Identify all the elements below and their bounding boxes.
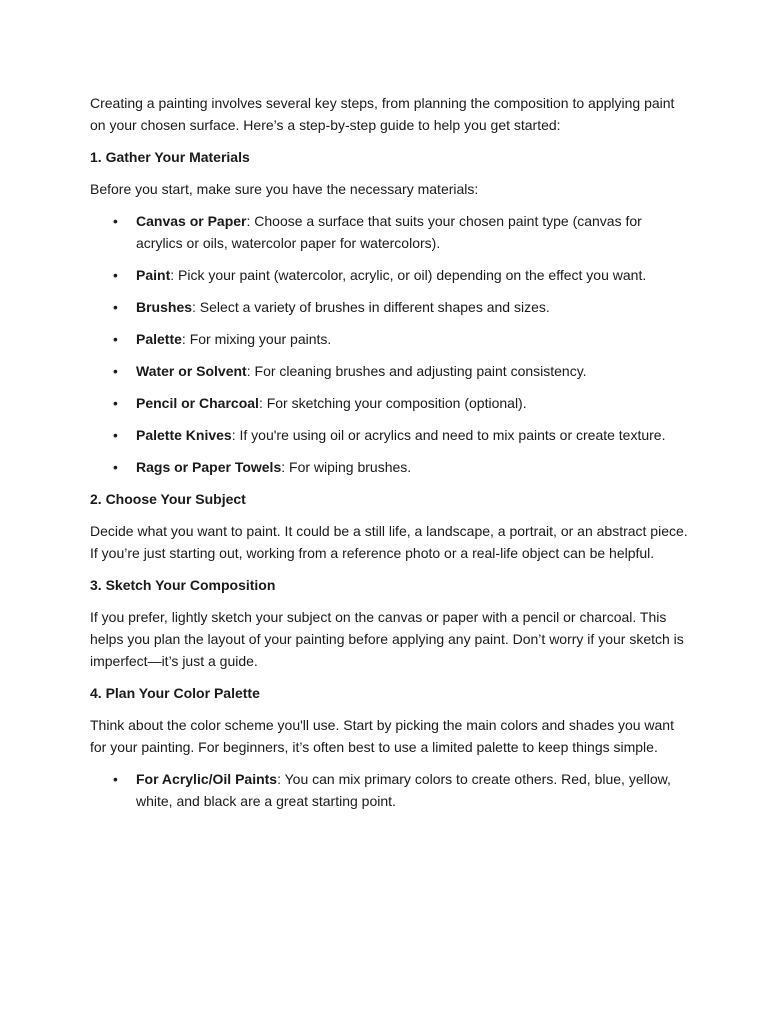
list-item-term: Rags or Paper Towels: [136, 459, 282, 475]
section-1-heading: 1. Gather Your Materials: [90, 149, 250, 165]
list-item: [90, 456, 690, 478]
list-item: [90, 424, 690, 446]
section-2-paragraph: Decide what you want to paint. It could be a still life, a landscape, a portrait, or an abstract piece. If you’re just starting out, working from a reference photo or a real-life object can be helpful.: [90, 523, 688, 561]
list-item: [90, 210, 690, 254]
list-item: [90, 264, 690, 286]
list-item-desc: : Choose a surface that suits your chosen paint type (canvas for acrylics or oils, watercolor paper for watercolors).: [136, 213, 642, 251]
list-item-desc: : For wiping brushes.: [281, 459, 412, 475]
list-item-desc: : You can mix primary colors to create others. Red, blue, yellow, white, and black are a great starting point.: [136, 771, 671, 809]
section-3-paragraph: If you prefer, lightly sketch your subject on the canvas or paper with a pencil or charcoal. This helps you plan the layout of your painting before applying any paint. Don’t worry if your sketch is imperfect—it’s just a guide.: [90, 609, 684, 669]
list-item-term: Water or Solvent: [136, 363, 247, 379]
list-item: [90, 360, 690, 382]
list-item: [90, 296, 690, 318]
list-item: [90, 768, 690, 812]
palette-list: [90, 768, 690, 812]
list-item-term: Paint: [136, 267, 171, 283]
list-item-desc: : Select a variety of brushes in different shapes and sizes.: [192, 299, 550, 315]
list-item-desc: : If you're using oil or acrylics and need to mix paints or create texture.: [231, 427, 666, 443]
bullet-icon: •: [113, 395, 118, 411]
list-item-desc: : For cleaning brushes and adjusting paint consistency.: [246, 363, 587, 379]
list-item-desc: : For sketching your composition (optional).: [258, 395, 527, 411]
list-item-desc: : Pick your paint (watercolor, acrylic, or oil) depending on the effect you want.: [170, 267, 647, 283]
section-4-paragraph: Think about the color scheme you'll use. Start by picking the main colors and shades you want for your painting. For beginners, it’s often best to use a limited palette to keep things simple.: [90, 717, 674, 755]
list-item: [90, 328, 690, 350]
section-3-heading: 3. Sketch Your Composition: [90, 577, 276, 593]
bullet-icon: •: [113, 459, 118, 475]
intro-paragraph: Creating a painting involves several key steps, from planning the composition to applying paint on your chosen surface. Here’s a step-by-step guide to help you get started:: [90, 95, 675, 133]
section-1-paragraph: Before you start, make sure you have the necessary materials:: [90, 181, 479, 197]
list-item-term: Canvas or Paper: [136, 213, 247, 229]
list-item-term: For Acrylic/Oil Paints: [136, 771, 278, 787]
section-4-heading: 4. Plan Your Color Palette: [90, 685, 260, 701]
section-2-heading: 2. Choose Your Subject: [90, 491, 246, 507]
list-item-desc: : For mixing your paints.: [181, 331, 332, 347]
list-item-term: Pencil or Charcoal: [136, 395, 259, 411]
bullet-icon: •: [113, 427, 118, 443]
bullet-icon: •: [113, 331, 118, 347]
list-item: [90, 392, 690, 414]
bullet-icon: •: [113, 299, 118, 315]
list-item-term: Palette: [136, 331, 182, 347]
bullet-icon: •: [113, 213, 118, 229]
document-page: [90, 92, 690, 822]
list-item-term: Brushes: [136, 299, 193, 315]
bullet-icon: •: [113, 771, 118, 787]
materials-list: [90, 210, 690, 478]
list-item-term: Palette Knives: [136, 427, 232, 443]
bullet-icon: •: [113, 267, 118, 283]
bullet-icon: •: [113, 363, 118, 379]
